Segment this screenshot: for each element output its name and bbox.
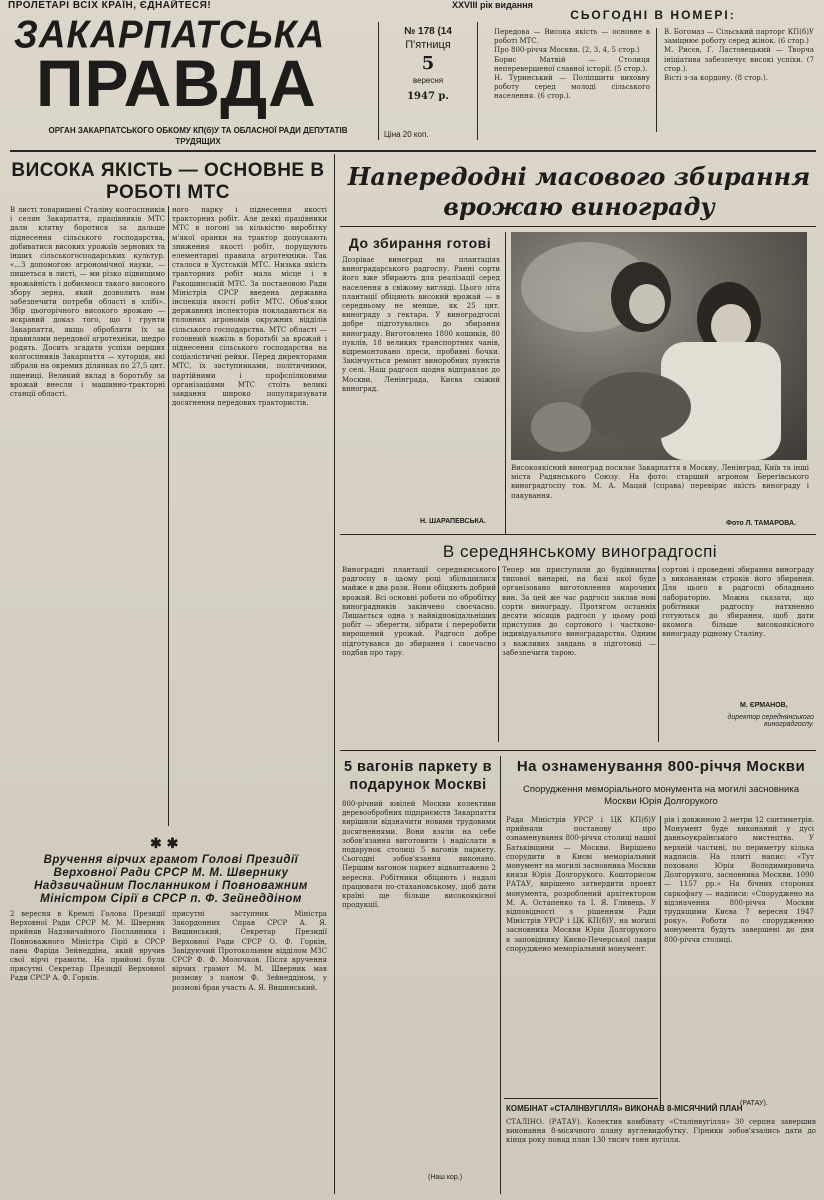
middle-farm-col2: Тепер ми приступили до будівництва типової винарні, на базі якої буде організовано виготовлення марочних вин. За цей же час радгосп заклав нові сорти винограду. Протягом останніх десяти місяців радгосп у цьому році приступив до сортового і частково-індивідуального виноградарства. Одним з важливих завдань в підготовці — забезпечити тарою. <box>502 566 656 657</box>
contents-item: Вісті з-за кордону. (8 стор.). <box>664 74 768 83</box>
mid-rule <box>340 534 816 535</box>
kombinat-headline: КОМБІНАТ «СТАЛІНВУГІЛЛЯ» ВИКОНАВ 8-МІСЯЧНИЙ ПЛАН <box>506 1104 743 1113</box>
separator-ornament: ✱ ✱ <box>150 836 179 852</box>
mts-headline: ВИСОКА ЯКІСТЬ — ОСНОВНЕ В РОБОТІ МТС <box>11 160 325 203</box>
contents-item: В. Богомаз — Сільський парторг КП(б)У заміцнює роботу серед жінок. (6 стор.) <box>664 28 814 46</box>
contents-title: СЬОГОДНІ В НОМЕРІ: <box>570 8 736 22</box>
parquet-headline: 5 вагонів паркету в подарунок Москві <box>343 759 493 793</box>
organ-line: ОРГАН ЗАКАРПАТСЬКОГО ОБКОМУ КП(б)У ТА ОБЛАСНОЇ РАДИ ДЕПУТАТІВ ТРУДЯЩИХ <box>48 126 348 146</box>
awards-col2: присутні заступник Міністра Закордонних Справ СРСР А. Я. Вишинський, Секретар Президії Верховної Ради СРСР О. Ф. Горкін, Завідуючий Протокольним відділом МЗС СРСР Ф. Ф. Молочков. Після вручення вірчих грамот М. М. Шверник мав розмову з паном Ф. Зейнеддіном, у розмові брав участь А. Я. Вишинський. <box>172 910 327 992</box>
contents-item: М. Рисєв, Г. Ластовецький — Творча ініціатива забезпечує високі успіхи. (7 стор.). <box>664 46 814 73</box>
ready-body: Дозріває виноград на плантаціях виноградарського радгоспу. Ранні сорти його вже збирають для реалізації серед населення в свіжому вигляді. Цього літа плантації обіцяють високий врожай — в середньому не менше, як 25 цнт. винограду з гектара. У виноградгоспі добре підготувались до збирання винограду. Виготовлено 1800 кошиків, 80 пуклів, 18 великих транспортних чанів, відремонтовано преси, пробивні бочки. Закінчується ремонт виноробних пунктів у селі. Наш радгосп щодня відправляє до Москви, Ленінграда, Києва свіжий виноград. <box>342 256 500 393</box>
contents-divider <box>656 28 657 132</box>
photo-caption: Високоякісний виноград посилає Закарпаття в Москву, Ленінград, Київ та інші міста Радянського Союзу. На фото: старший агроном Берегівського виноградгоспу тов. М. А. Мацай (справа) перевіряє якість винограду і пакування. <box>511 464 809 500</box>
ready-divider <box>505 232 506 534</box>
slogan: ПРОЛЕТАРІ ВСІХ КРАЇН, ЄДНАЙТЕСЯ! <box>8 0 212 11</box>
contents-col-left <box>494 28 650 132</box>
main-divider <box>334 154 335 1194</box>
middle-farm-col3: сортові і проведені збирання винограду з виконанням строків його збирання. Для цього в радгоспі обладнано лабораторію. Можна сказати, що робітники радгоспу натхненно готуються до збирання, щоб дати якомога більше високоякісного винограду рідному Сталіну. <box>662 566 814 639</box>
middle-farm-col1: Виноградні плантації середнянського радгоспу в цьому році збільшилися майже в два рази. Вони обіцяють добрий врожай. Всі основні роботи по обробітку виноградників закінчено своєчасно. Лишається одна з найвідповідальніших робіт — зберегти, зібрати і переробити вирощений урожай. Радгосп добре підготувався до збирання і своєчасно подбав про тару. <box>342 566 496 657</box>
header-rule <box>10 150 816 152</box>
moscow-col2: рів і довжиною 2 метри 12 сантиметрів. Монумент буде виконаний у дусі давньоукраїнського мистецтва. У верхній частині, по периметру кілька надписів. На плиті напис: «Тут поховано Юрія Володимировича Долгорукого, засновника Москви. 1090 — 1157 рр.» На бічних сторонах саркофагу — надписи: «Споруджено на відзначення 800-річчя Москви трудящими Києва 7 вересня 1947 року». Роботи по спорудженню монумента будуть завершені до дня 800-річчя столиці. <box>664 816 814 944</box>
banner-rule <box>340 226 816 227</box>
edition-label: XXVIII рік видання <box>452 0 533 10</box>
mts-col1: В листі товаришеві Сталіну колгоспників і селян Закарпаття, працівників МТС дали клятву боротися за дальше піднесення сільського господарства, добиватися високих урожаїв зернових та інших сільськогосподарських культур. «...З допомогою агрономічної науки, — пишеться в листі, — ми різко підвищимо врожайність і добиємося такого високого збору зерна, який дозволить нам забезпечити потреби області в хлібі». Збір цьогорічного високого врожаю — яскравий доказ того, що і грунти Закарпаття, якщо обробляти їх за правилами передової агротехніки, щедро родять. Досить згадати успіхи перших колгоспників Закарпаття — хуторців, які зібрали на окремих ділянках по 27,5 цнт. пшениці. Великий вклад в боротьбу за врожай внесли і машинно-тракторні станції області. <box>10 206 165 399</box>
contents-col-right <box>664 28 814 132</box>
masthead-line1: ЗАКАРПАТСЬКА <box>14 12 326 56</box>
kombinat-body: СТАЛІНО. (РАТАУ). Колектив комбінату «Сталінвугілля» 30 серпня завершив виконання 8-місячного плану вуглевидобутку. Гірники зобов'язались дати до кінця року понад план 130 тисяч тонн вугілля. <box>506 1118 816 1145</box>
moscow-headline: На ознаменування 800-річчя Москви <box>516 758 806 775</box>
kombinat-rule <box>504 1098 658 1099</box>
middle-farm-headline: В середнянському виноградгоспі <box>442 542 718 561</box>
issue-year: 1947 р. <box>407 91 449 102</box>
contents-item: Передова — Висока якість — основне в роботі МТС. <box>494 28 650 46</box>
awards-col1: 2 вересня в Кремлі Голова Президії Верховної Ради СРСР М. М. Шверник прийняв Надзвичайного Посланника і Повноважного Міністра Сірії в СРСР пана Фаріда Зейнеддіна, який вручив свої вірчі грамоти. На прийомі були присутні Секретар Президії Верховної Ради СРСР А. Ф. Горкін. <box>10 910 165 983</box>
moscow-divider <box>660 816 661 1106</box>
issue-number: № 178 (14 <box>404 26 452 37</box>
awards-headline: Вручення вірчих грамот Голові Президії Верховної Ради СРСР М. М. Швернику Надзвичайним Посланником і Повноважним Міністром Сірії в СРСР п. Ф. Зейнеддіном <box>34 854 308 905</box>
moscow-subheadline: Спорудження меморіального монумента на могилі засновника Москви Юрія Долгорукого <box>522 784 799 807</box>
farm-divider-1 <box>498 566 499 742</box>
lower-rule <box>340 750 816 751</box>
grape-banner: Напередодні масового збирання врожаю винограду <box>347 162 811 221</box>
issue-day: 5 <box>421 53 435 74</box>
issue-box <box>378 22 478 140</box>
moscow-col1: Рада Міністрів УРСР і ЦК КП(б)У прийняли постанову про ознаменування 800-річчя столиці нашої Батьківщини — Москви. Вирішено спорудити в Києві меморіальний монумент на могилі засновника Москви князя Юрія Долгорукого. Кошторисом РАТАУ, вирішено затвердити проект монумента, розроблений архітектором М. А. Остапенко та І. Я. Гливець. У відповідності з рішенням Ради Міністрів УРСР і ЦК КП(б)У, на могилі засновника Москви Юрія Долгорукого в заповіднику Києво-Печерської лаври споруджено меморіальний монумент. <box>506 816 656 953</box>
vineyard-photo <box>511 232 807 460</box>
middle-farm-sign-name: М. ЄРМАНОВ, <box>740 702 788 709</box>
mts-divider <box>168 206 169 826</box>
ready-signature: Н. ШАРАПЕВСЬКА. <box>420 518 486 525</box>
contents-item: Н. Туринський — Поліпшити виховну роботу серед молоді сільського населення. (6 стор.). <box>494 74 650 101</box>
middle-farm-sign-title: директор середнянського виноградгоспу. <box>727 714 814 728</box>
masthead-line2: ПРАВДА <box>36 46 317 120</box>
parquet-divider <box>500 756 501 1194</box>
contents-item: Борис Матвій — Столиця неперевершеної славної історії. (5 стор.). <box>494 55 650 73</box>
ready-headline: До збирання готові <box>348 235 492 251</box>
issue-price: Ціна 20 коп. <box>384 130 429 139</box>
mts-col2: ного парку і піднесення якості тракторних робіт. Але деякі працівники МТС в погоні за кількістю виробітку м'якої оранки на трактор допускають зниження якості робіт, порушують елементарні правила агротехніки. Так сталося в Хустській МТС. Низька якість тракторних робіт мала місце і в Ракошинській МТС. За постановою Ради Міністрів СРСР введена державна інспекція якості робіт МТС. Обов'язки державних інспекторів покладаються на головних агрономів окружних відділів сільського господарства. МТС області — головний важіль в боротьбі за врожай і піднесення сільського господарства на соціалістичні рейки. Перед директорами МТС, їх заступниками, політичними, партійними і профспілковими організаціями МТС стоїть великі завдання широко популяризувати досягнення передових трактористів. <box>172 206 327 408</box>
parquet-body: 800-річний ювілей Москви колективи деревообробних підприємств Закарпаття вирішили відзначити новими трудовими досягненнями. Вони взяли на себе зобов'язання виготовити і надіслати в подарунок столиці 5 вагонів паркету. Сьогодні зобов'язання виконано. Першим вагоном паркет відвантажено 2 вересня. Робітники обіцяють і надалі працювати по-стахановському, щоб дати країні ще більше високоякісної продукції. <box>342 800 496 910</box>
moscow-signature: (РАТАУ). <box>740 1100 768 1107</box>
photo-credit: Фото Л. ТАМАРОВА. <box>726 520 796 527</box>
issue-month: вересня <box>412 76 444 85</box>
farm-divider-2 <box>658 566 659 742</box>
parquet-signature: (Наш кор.) <box>428 1174 463 1181</box>
contents-item: Про 800-річчя Москви. (2, 3, 4, 5 стор.) <box>494 46 640 55</box>
issue-weekday: П'ятниця <box>405 39 451 51</box>
